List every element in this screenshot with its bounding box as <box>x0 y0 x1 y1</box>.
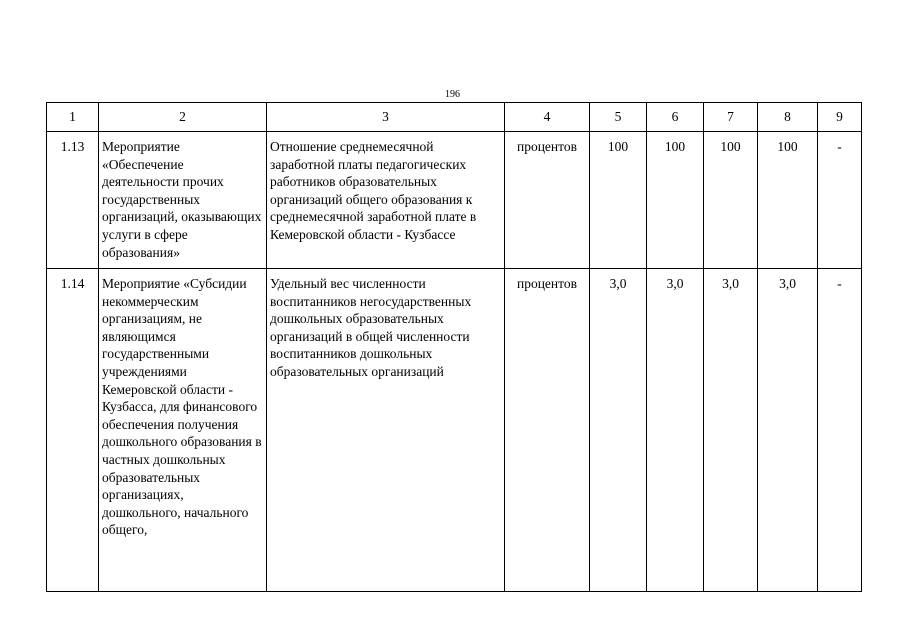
column-header-5: 5 <box>590 103 647 132</box>
value-cell-9: - <box>818 269 862 592</box>
value-cell-6: 3,0 <box>647 269 704 592</box>
column-header-6: 6 <box>647 103 704 132</box>
unit-cell: процентов <box>505 132 590 269</box>
column-header-8: 8 <box>758 103 818 132</box>
table-row <box>47 132 862 269</box>
value-cell-7: 100 <box>704 132 758 269</box>
event-cell: Мероприятие «Обеспечение деятельности прочих государственных организаций, оказывающих услуги в сфере образования» <box>99 132 267 269</box>
column-header-2: 2 <box>99 103 267 132</box>
value-cell-6: 100 <box>647 132 704 269</box>
indicator-cell: Отношение среднемесячной заработной платы педагогических работников образовательных организаций общего образования к среднемесячной заработной плате в Кемеровской области - Кузбассе <box>267 132 505 269</box>
value-cell-5: 3,0 <box>590 269 647 592</box>
page-number: 196 <box>445 89 460 100</box>
value-cell-9: - <box>818 132 862 269</box>
column-header-3: 3 <box>267 103 505 132</box>
column-header-1: 1 <box>47 103 99 132</box>
table-header-row <box>47 103 862 132</box>
indicator-cell: Удельный вес численности воспитанников негосударственных дошкольных образовательных организаций в общей численности воспитанников дошкольных образовательных организаций <box>267 269 505 592</box>
value-cell-8: 100 <box>758 132 818 269</box>
value-cell-7: 3,0 <box>704 269 758 592</box>
unit-cell: процентов <box>505 269 590 592</box>
row-number-cell: 1.13 <box>47 132 99 269</box>
table-row <box>47 269 862 592</box>
row-number-cell: 1.14 <box>47 269 99 592</box>
column-header-9: 9 <box>818 103 862 132</box>
value-cell-5: 100 <box>590 132 647 269</box>
event-cell: Мероприятие «Субсидии некоммерческим организациям, не являющимся государственными учреждениями Кемеровской области - Кузбасса, для финансового обеспечения получения дошкольного образования в частных дошкольных образовательных организациях, дошкольного, начального общего, <box>99 269 267 592</box>
value-cell-8: 3,0 <box>758 269 818 592</box>
data-table <box>46 102 862 592</box>
column-header-7: 7 <box>704 103 758 132</box>
column-header-4: 4 <box>505 103 590 132</box>
